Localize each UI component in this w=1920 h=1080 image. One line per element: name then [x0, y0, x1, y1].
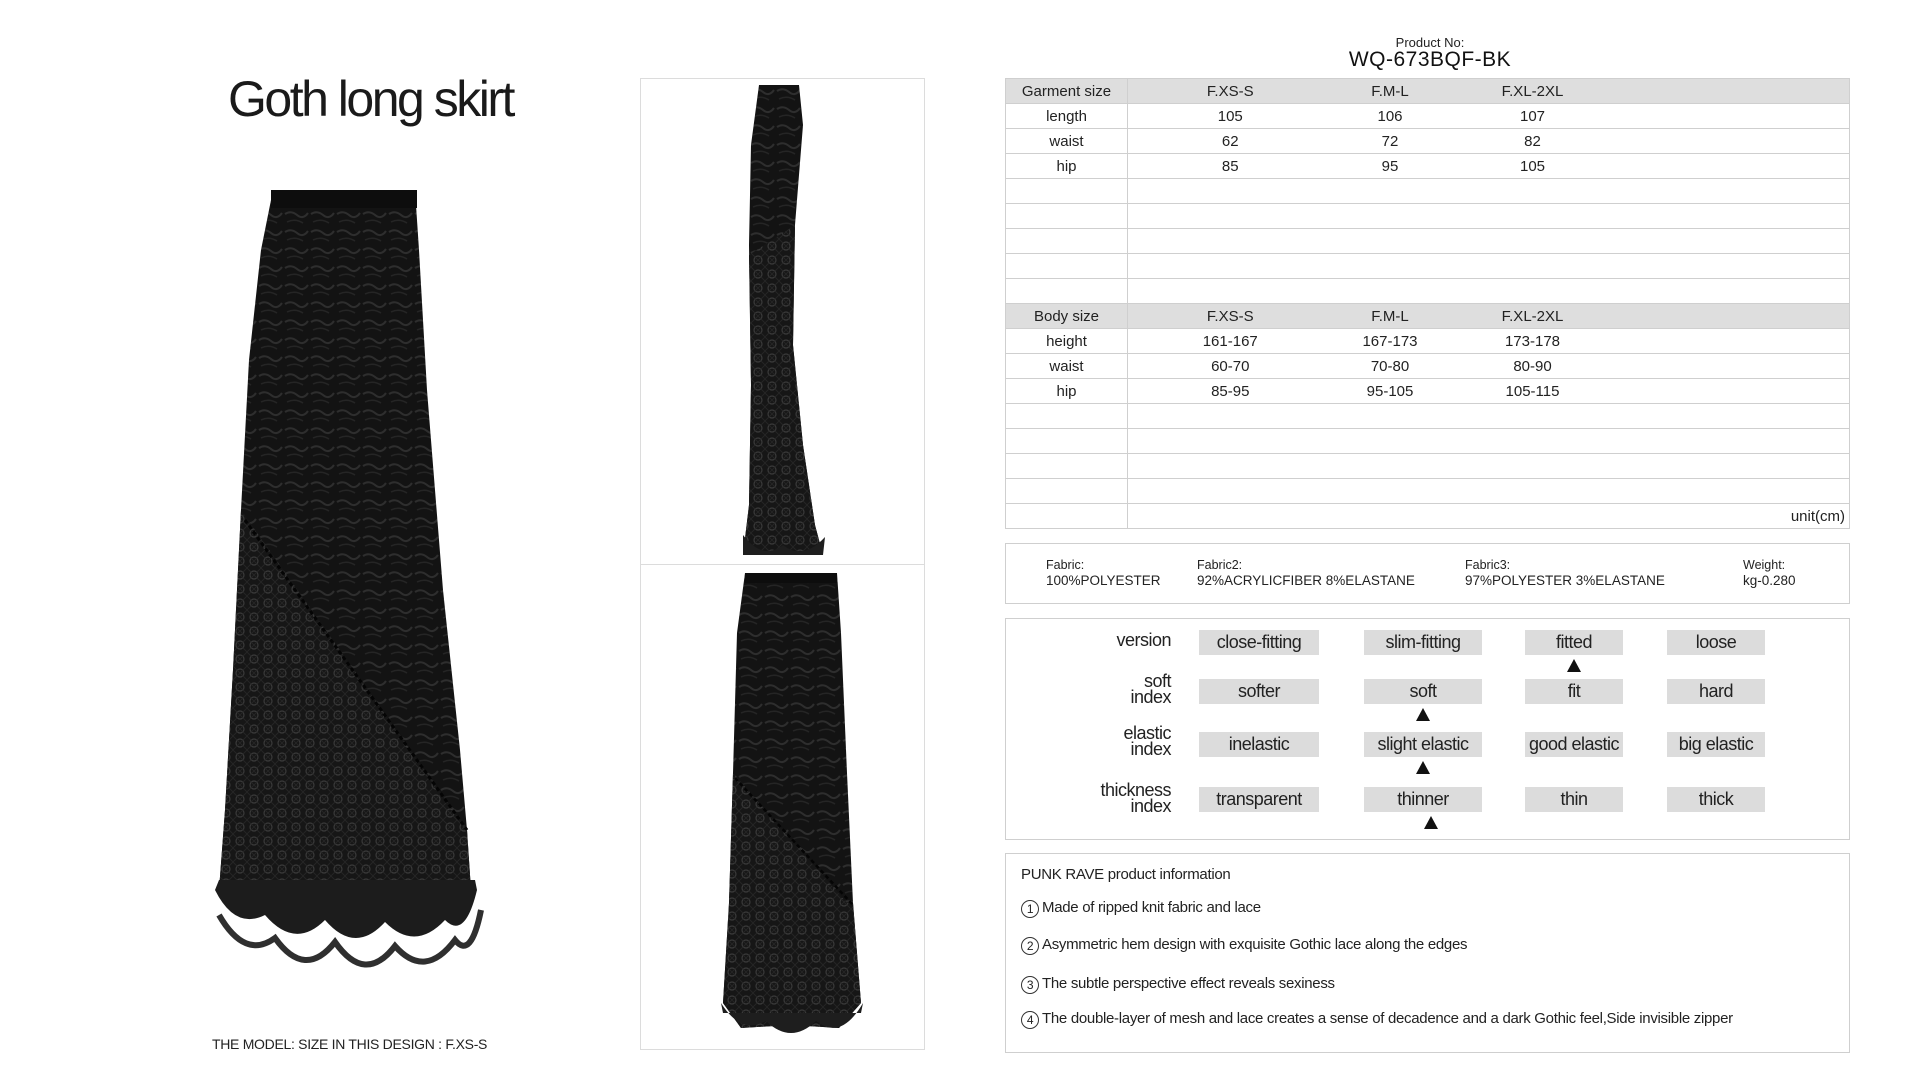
table-cell: 72 [1333, 129, 1448, 154]
attribute-label-soft-index: soft index [1130, 671, 1171, 707]
table-cell: 173-178 [1448, 329, 1618, 354]
weight-label: Weight: [1743, 558, 1786, 572]
weight-value: kg-0.280 [1743, 573, 1796, 588]
row-label: height [1006, 329, 1128, 354]
table-cell: 95-105 [1333, 379, 1448, 404]
attribute-index-panel [1005, 618, 1850, 840]
table-cell: 95 [1333, 154, 1448, 179]
skirt-photo-front [205, 190, 535, 990]
fabric-2-value: 92%ACRYLICFIBER 8%ELASTANE [1197, 573, 1415, 588]
option-inelastic: inelastic [1199, 732, 1319, 757]
table-row [1006, 354, 1850, 379]
table-cell: 105 [1448, 154, 1618, 179]
selection-arrow-icon [1424, 816, 1438, 829]
thumbnail-frame [640, 78, 925, 1050]
option-thinner: thinner [1364, 787, 1482, 812]
fabric-1 [1046, 558, 1161, 588]
info-item: 3 The subtle perspective effect reveals sexiness [1021, 975, 1335, 994]
selection-arrow-icon [1416, 761, 1430, 774]
option-good-elastic: good elastic [1525, 732, 1623, 757]
fabric-1-label: Fabric: [1046, 558, 1085, 572]
table-cell: 60-70 [1128, 354, 1333, 379]
table-cell: 105-115 [1448, 379, 1618, 404]
info-item: 1 Made of ripped knit fabric and lace [1021, 899, 1261, 918]
fabric-2-label: Fabric2: [1197, 558, 1243, 572]
option-softer: softer [1199, 679, 1319, 704]
product-title: Goth long skirt [228, 71, 513, 127]
table-cell: 161-167 [1128, 329, 1333, 354]
garment-size-header: Garment size [1006, 79, 1128, 104]
table-cell: 82 [1448, 129, 1618, 154]
number-circle-icon: 3 [1021, 976, 1039, 994]
row-label: waist [1006, 354, 1128, 379]
table-cell: 70-80 [1333, 354, 1448, 379]
table-row [1006, 329, 1850, 354]
table-cell: 85-95 [1128, 379, 1333, 404]
unit-row [1006, 504, 1850, 529]
row-label: hip [1006, 154, 1128, 179]
info-item: 2 Asymmetric hem design with exquisite Gothic lace along the edges [1021, 936, 1467, 955]
column-header: F.XS-S [1128, 79, 1333, 104]
model-size-note: THE MODEL: SIZE IN THIS DESIGN : F.XS-S [212, 1036, 488, 1052]
option-thick: thick [1667, 787, 1765, 812]
fabric-3-value: 97%POLYESTER 3%ELASTANE [1465, 573, 1665, 588]
empty-row [1006, 479, 1850, 504]
row-label: waist [1006, 129, 1128, 154]
column-header: F.XL-2XL [1448, 304, 1618, 329]
row-label: length [1006, 104, 1128, 129]
column-header: F.M-L [1333, 79, 1448, 104]
attribute-label-thickness-index: thickness index [1100, 780, 1171, 816]
empty-row [1006, 204, 1850, 229]
number-circle-icon: 4 [1021, 1011, 1039, 1029]
option-transparent: transparent [1199, 787, 1319, 812]
table-row [1006, 104, 1850, 129]
info-title: PUNK RAVE product information [1021, 866, 1231, 883]
number-circle-icon: 1 [1021, 900, 1039, 918]
selection-arrow-icon [1416, 708, 1430, 721]
garment-size-table [1005, 78, 1850, 304]
option-slight-elastic: slight elastic [1364, 732, 1482, 757]
option-close-fitting: close-fitting [1199, 630, 1319, 655]
skirt-photo-back [711, 573, 871, 1045]
empty-row [1006, 229, 1850, 254]
skirt-photo-side [723, 85, 843, 561]
option-fit: fit [1525, 679, 1623, 704]
product-no: WQ-673BQF-BK [1348, 48, 1512, 71]
option-thin: thin [1525, 787, 1623, 812]
table-cell: 80-90 [1448, 354, 1618, 379]
empty-row [1006, 279, 1850, 304]
attribute-label-elastic-index: elastic index [1123, 723, 1171, 759]
info-item: 4 The double-layer of mesh and lace creates a sense of decadence and a dark Gothic feel,Side invisible zipper [1021, 1010, 1733, 1029]
column-header: F.XL-2XL [1448, 79, 1618, 104]
fabric-1-value: 100%POLYESTER [1046, 573, 1161, 588]
empty-row [1006, 254, 1850, 279]
table-cell: 85 [1128, 154, 1333, 179]
table-row [1006, 129, 1850, 154]
column-header: F.XS-S [1128, 304, 1333, 329]
product-no-label: Product No: [1395, 35, 1465, 50]
table-cell: 106 [1333, 104, 1448, 129]
option-fitted: fitted [1525, 630, 1623, 655]
selection-arrow-icon [1567, 659, 1581, 672]
column-header: F.M-L [1333, 304, 1448, 329]
fabric-info [1005, 543, 1850, 604]
option-big-elastic: big elastic [1667, 732, 1765, 757]
empty-row [1006, 179, 1850, 204]
fabric-3 [1465, 558, 1665, 588]
table-cell: 105 [1128, 104, 1333, 129]
option-loose: loose [1667, 630, 1765, 655]
empty-row [1006, 404, 1850, 429]
thumbnail-divider [641, 564, 924, 565]
empty-row [1006, 454, 1850, 479]
fabric-3-label: Fabric3: [1465, 558, 1511, 572]
empty-row [1006, 429, 1850, 454]
attribute-label-version: version [1116, 630, 1171, 650]
fabric-2 [1197, 558, 1415, 588]
body-size-header: Body size [1006, 304, 1128, 329]
table-header-row [1006, 304, 1850, 329]
table-header-row [1006, 79, 1850, 104]
weight [1743, 558, 1796, 588]
number-circle-icon: 2 [1021, 937, 1039, 955]
body-size-table [1005, 303, 1850, 529]
option-hard: hard [1667, 679, 1765, 704]
table-cell: 62 [1128, 129, 1333, 154]
table-cell: 167-173 [1333, 329, 1448, 354]
option-soft: soft [1364, 679, 1482, 704]
unit-label: unit(cm) [1128, 504, 1850, 529]
product-information [1005, 853, 1850, 1053]
table-row [1006, 379, 1850, 404]
option-slim-fitting: slim-fitting [1364, 630, 1482, 655]
table-row [1006, 154, 1850, 179]
row-label: hip [1006, 379, 1128, 404]
table-cell: 107 [1448, 104, 1618, 129]
